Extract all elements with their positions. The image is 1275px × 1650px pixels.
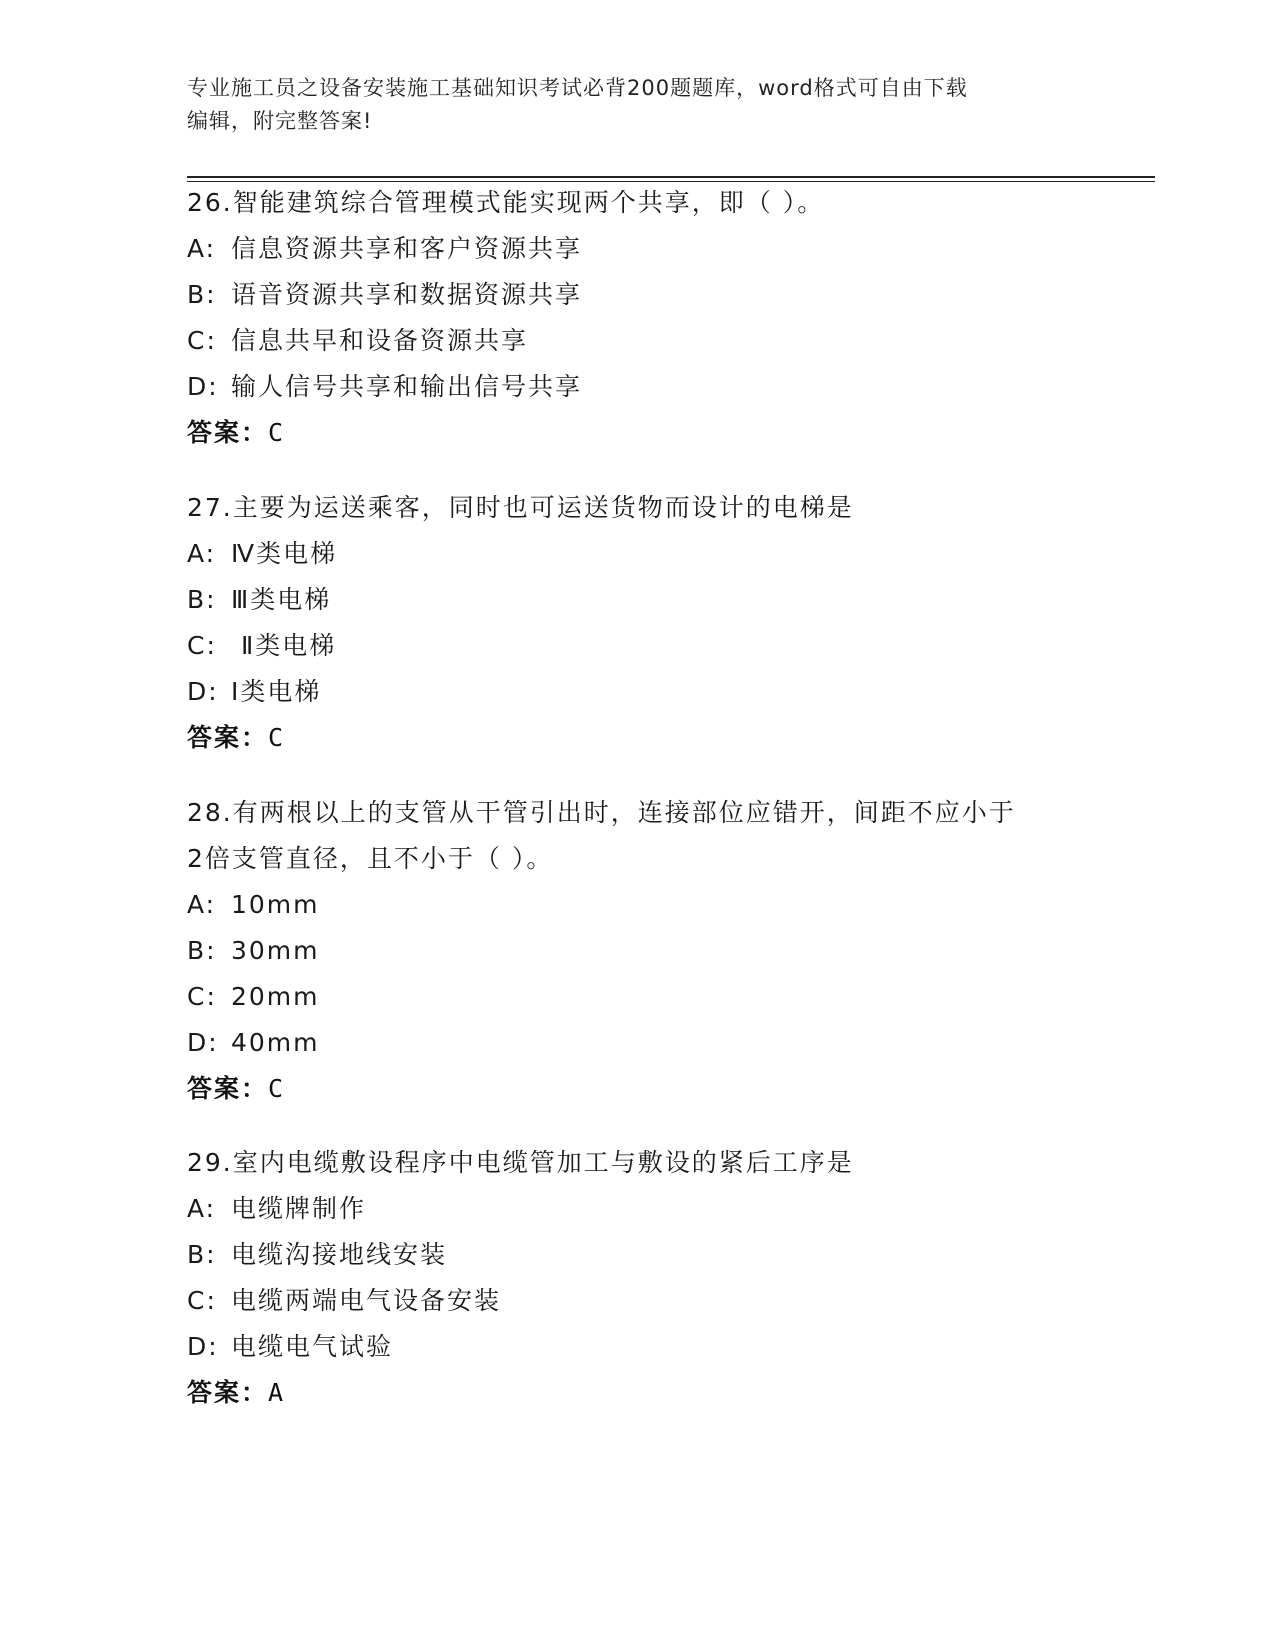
option-d	[187, 669, 1087, 715]
option-text: Ⅳ类电梯	[231, 539, 338, 568]
option-b	[187, 577, 1087, 623]
header-line-1: 专业施工员之设备安装施工基础知识考试必背200题题库，word格式可自由下载	[187, 76, 968, 100]
answer-label: 答案：	[187, 418, 269, 447]
option-a	[187, 1186, 1087, 1232]
answer-value: C	[268, 723, 286, 752]
option-a	[187, 226, 1087, 272]
option-a	[187, 882, 1087, 928]
option-a	[187, 531, 1087, 577]
answer-label: 答案：	[187, 1378, 269, 1407]
question-text-line-1: 28.有两根以上的支管从干管引出时，连接部位应错开，间距不应小于	[187, 798, 1016, 827]
option-key: C:	[187, 982, 217, 1011]
option-text: 输人信号共享和输出信号共享	[231, 372, 583, 401]
option-text: 20mm	[231, 982, 320, 1011]
option-text: 电缆沟接地线安装	[231, 1240, 448, 1269]
option-key: B:	[187, 936, 217, 965]
option-key: A:	[187, 1194, 217, 1223]
option-key: D:	[187, 677, 219, 706]
option-d	[187, 364, 1087, 410]
option-key: C:	[187, 326, 217, 355]
option-text: Ⅰ类电梯	[231, 677, 322, 706]
option-key: B:	[187, 585, 217, 614]
question-text: 27.主要为运送乘客，同时也可运送货物而设计的电梯是	[187, 493, 854, 522]
option-text: 30mm	[231, 936, 320, 965]
option-c	[187, 974, 1087, 1020]
option-key: B:	[187, 1240, 217, 1269]
option-text: 信息资源共享和客户资源共享	[231, 234, 583, 263]
option-text: 电缆两端电气设备安装	[231, 1286, 502, 1315]
option-key: B:	[187, 280, 217, 309]
answer-label: 答案：	[187, 1074, 269, 1103]
option-d	[187, 1324, 1087, 1370]
question-26	[187, 180, 1087, 456]
question-27	[187, 485, 1087, 761]
question-text: 29.室内电缆敷设程序中电缆管加工与敷设的紧后工序是	[187, 1148, 854, 1177]
answer-line	[187, 1066, 1087, 1112]
document-header	[187, 72, 1067, 138]
answer-line	[187, 1370, 1087, 1416]
option-key: A:	[187, 539, 217, 568]
option-key: C:	[187, 631, 217, 660]
answer-line	[187, 715, 1087, 761]
option-key: D:	[187, 1332, 219, 1361]
option-text: 电缆牌制作	[231, 1194, 367, 1223]
question-28	[187, 790, 1087, 1112]
answer-line	[187, 410, 1087, 456]
option-key: C:	[187, 1286, 217, 1315]
option-c	[187, 318, 1087, 364]
option-text: Ⅲ类电梯	[231, 585, 332, 614]
option-b	[187, 1232, 1087, 1278]
question-text-line-2: 2倍支管直径，且不小于（ ）。	[187, 844, 554, 873]
option-text: 40mm	[231, 1028, 320, 1057]
header-line-2: 编辑，附完整答案!	[187, 109, 373, 133]
option-key: A:	[187, 234, 217, 263]
option-text: Ⅱ类电梯	[231, 631, 337, 660]
question-29	[187, 1140, 1087, 1416]
answer-value: C	[268, 418, 286, 447]
answer-value: A	[268, 1378, 286, 1407]
answer-label: 答案：	[187, 723, 269, 752]
option-b	[187, 272, 1087, 318]
option-c	[187, 1278, 1087, 1324]
option-key: D:	[187, 372, 219, 401]
option-text: 信息共早和设备资源共享	[231, 326, 529, 355]
option-c	[187, 623, 1087, 669]
option-text: 10mm	[231, 890, 320, 919]
option-key: A:	[187, 890, 217, 919]
question-text: 26.智能建筑综合管理模式能实现两个共享，即（ ）。	[187, 188, 825, 217]
option-b	[187, 928, 1087, 974]
option-d	[187, 1020, 1087, 1066]
option-text: 语音资源共享和数据资源共享	[231, 280, 583, 309]
option-key: D:	[187, 1028, 219, 1057]
answer-value: C	[268, 1074, 286, 1103]
option-text: 电缆电气试验	[231, 1332, 394, 1361]
